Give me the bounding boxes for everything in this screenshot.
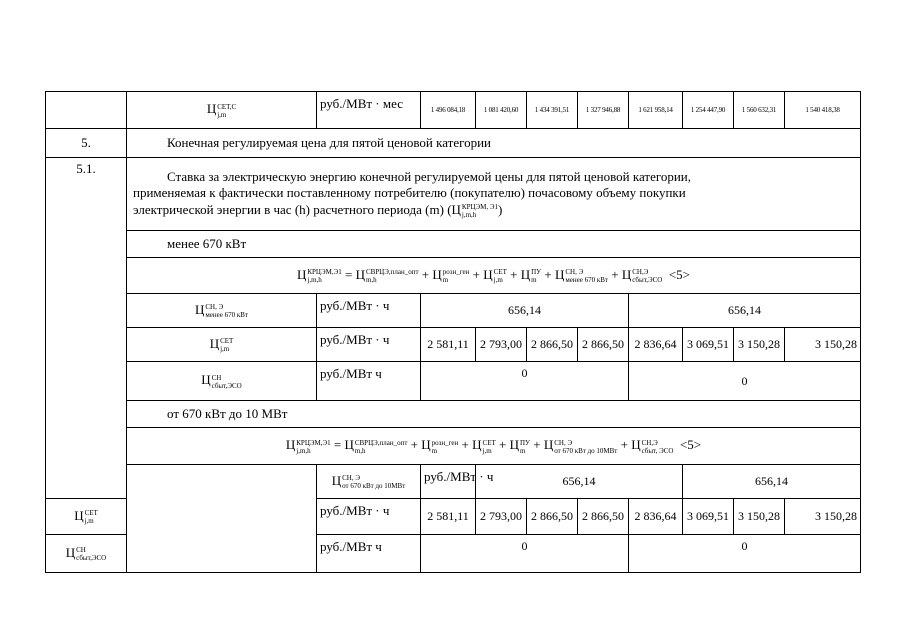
- value-cell: 1 540 418,38: [785, 92, 861, 129]
- value-cell: 1 254 447,90: [683, 92, 734, 129]
- row-num-empty: [127, 465, 317, 573]
- unit-cell: руб./МВт · мес: [317, 92, 421, 129]
- value-cell: 2 866,50: [527, 328, 578, 362]
- section-description: [127, 158, 861, 231]
- value-cell: 1 560 632,31: [734, 92, 785, 129]
- value-cell: 3 069,51: [683, 328, 734, 362]
- group-label: менее 670 кВт: [127, 231, 861, 258]
- tariff-table: [45, 91, 861, 573]
- value-span-left: 656,14: [421, 294, 629, 328]
- unit-cell: руб./МВт · ч: [317, 499, 421, 535]
- section-5-row: [46, 129, 861, 158]
- value-cell: 1 327 946,88: [578, 92, 629, 129]
- value-cell: 3 150,28: [734, 499, 785, 535]
- value-cell: 1 621 958,14: [629, 92, 683, 129]
- section-number: 5.: [46, 129, 127, 158]
- unit-cell: руб./МВт · ч: [421, 465, 476, 499]
- value-span-right: 656,14: [629, 294, 861, 328]
- value-cell: 2 836,64: [629, 328, 683, 362]
- description-line: Ставка за электрическую энергию конечной регулируемой цены для пятой ценовой категории,: [167, 169, 692, 185]
- value-cell: 2 793,00: [476, 328, 527, 362]
- value-cell: 1 434 391,51: [527, 92, 578, 129]
- value-span-left: 0: [421, 362, 629, 401]
- section-5-1-row: [46, 158, 861, 231]
- group-label-row: [46, 401, 861, 428]
- symbol-cet-c: Ц СЕТ,С j,m: [127, 92, 317, 129]
- value-cell: 1 081 420,60: [476, 92, 527, 129]
- symbol-sbyt: Ц СН сбыт,ЭСО: [127, 362, 317, 401]
- symbol-cet: Ц СЕТ j,m: [46, 499, 127, 535]
- row-ch-e: [46, 294, 861, 328]
- formula-row: [46, 428, 861, 465]
- value-cell: 2 581,11: [421, 499, 476, 535]
- value-span-left: 656,14: [476, 465, 683, 499]
- value-span-left: 0: [421, 535, 629, 573]
- value-cell: 2 866,50: [527, 499, 578, 535]
- value-cell: 2 866,50: [578, 499, 629, 535]
- value-cell: 3 150,28: [785, 499, 861, 535]
- row-num-empty: [46, 92, 127, 129]
- description-line-3: электрической энергии в час (h) расчетного периода (m) (Ц КРЦЭМ, Э1 j,m,h ): [133, 201, 503, 219]
- value-cell: 2 836,64: [629, 499, 683, 535]
- unit-cell: руб./МВт · ч: [317, 294, 421, 328]
- value-cell: 2 793,00: [476, 499, 527, 535]
- unit-cell: руб./МВт · ч: [317, 328, 421, 362]
- symbol-ch-e: Ц СН, Э менее 670 кВт: [127, 294, 317, 328]
- formula-row: [46, 258, 861, 294]
- value-span-right: 656,14: [683, 465, 861, 499]
- value-cell: 2 581,11: [421, 328, 476, 362]
- formula: Ц КРЦЭМ,Э1 j,m,h = Ц СВРЦЭ,план_опт m,h + Ц розн_ген m + Ц СЕТ j,m + Ц ПУ m + Ц СН, Э менее 670 кВт + Ц СН,Э сбыт,ЭСО <5>: [127, 258, 861, 294]
- value-span-right: 0: [629, 362, 861, 401]
- section-number: 5.1.: [46, 158, 127, 499]
- row-cet: [46, 328, 861, 362]
- row-cet-c: [46, 92, 861, 129]
- row-sbyt: [46, 362, 861, 401]
- formula: Ц КРЦЭМ,Э1 j,m,h = Ц СВРЦЭ,план_опт m,h + Ц розн_ген m + Ц СЕТ j,m + Ц ПУ m + Ц СН, Э от 670 кВт до 10МВт + Ц СН,Э сбыт, ЭСО <5>: [127, 428, 861, 465]
- value-cell: 3 150,28: [785, 328, 861, 362]
- unit-cell: руб./МВт ч: [317, 535, 421, 573]
- value-cell: 3 069,51: [683, 499, 734, 535]
- symbol-ch-e: Ц СН, Э от 670 кВт до 10МВт: [317, 465, 421, 499]
- symbol-cet: Ц СЕТ j,m: [127, 328, 317, 362]
- value-cell: 2 866,50: [578, 328, 629, 362]
- section-title: Конечная регулируемая цена для пятой ценовой категории: [127, 129, 861, 158]
- value-cell: 3 150,28: [734, 328, 785, 362]
- symbol-sbyt: Ц СН сбыт,ЭСО: [46, 535, 127, 573]
- group-label-row: [46, 231, 861, 258]
- description-line: применяемая к фактически поставленному потребителю (покупателю) почасовому объему покупки: [133, 185, 686, 201]
- value-cell: 1 496 084,18: [421, 92, 476, 129]
- group-label: от 670 кВт до 10 МВт: [127, 401, 861, 428]
- unit-cell: руб./МВт ч: [317, 362, 421, 401]
- value-span-right: 0: [629, 535, 861, 573]
- row-ch-e: [46, 465, 861, 499]
